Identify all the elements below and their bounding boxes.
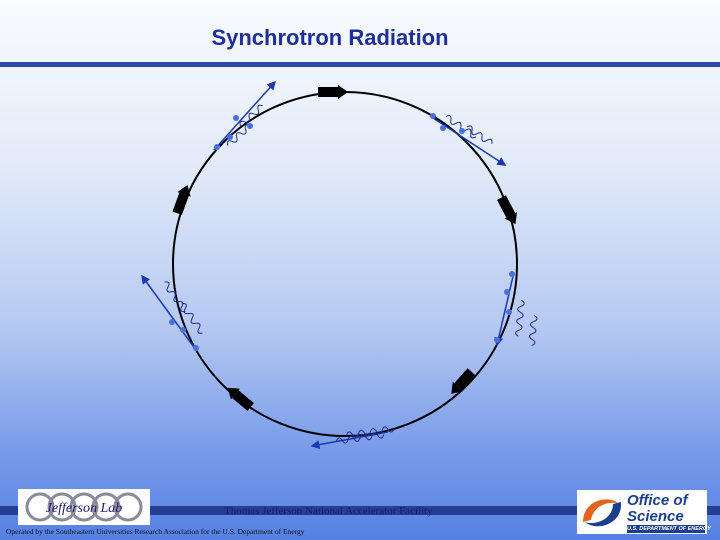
jefferson-lab-logo-text: Jefferson Lab [45, 501, 123, 516]
doe-logo-line2: Science [627, 508, 684, 525]
bunch-arrow-right-upper [495, 194, 521, 227]
jefferson-lab-logo-graphic [18, 489, 150, 525]
doe-office-of-science-logo [577, 490, 711, 534]
jefferson-lab-logo [18, 489, 150, 525]
lab-name: Thomas Jefferson National Accelerator Facility [224, 505, 433, 517]
bunch-arrow-top [318, 85, 348, 99]
bunch-arrow-right-lower [446, 367, 476, 399]
doe-logo-line1: Office of [627, 492, 688, 509]
doe-swirl-icon [579, 492, 625, 532]
operated-by-text: Operated by the Southeastern Universities Research Association for the U.S. Department of Energy [6, 527, 305, 536]
radiation-group-bottom [312, 426, 394, 446]
doe-logo-line3: U.S. DEPARTMENT OF ENERGY [627, 526, 711, 532]
slide-title: Synchrotron Radiation [211, 25, 449, 50]
radiation-group-top-left [214, 82, 275, 150]
radiation-group-left [142, 276, 205, 351]
